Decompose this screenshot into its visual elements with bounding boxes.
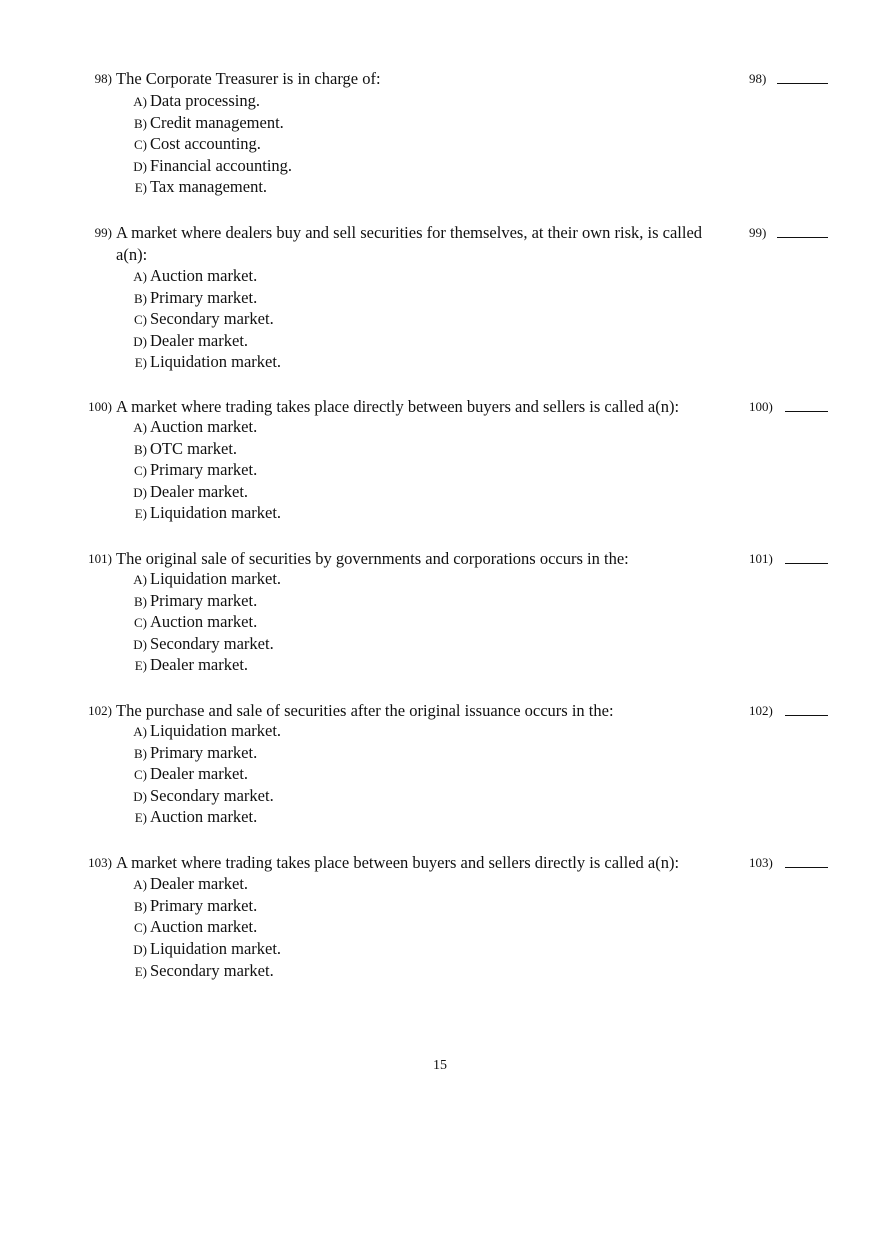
choice-e	[129, 806, 257, 828]
choice-text: Auction market.	[150, 917, 258, 936]
question-number: 102)	[88, 703, 112, 718]
choice-letter: B)	[134, 442, 147, 457]
choice-text: Primary market.	[150, 743, 258, 762]
choice-text: Auction market.	[150, 266, 258, 285]
choice-letter: A)	[133, 420, 147, 435]
choice-b	[129, 742, 257, 764]
choice-letter: C)	[134, 463, 147, 478]
choice-e	[129, 502, 281, 524]
choice-c	[129, 916, 257, 938]
choice-letter: B)	[134, 291, 147, 306]
choice-letter: A)	[133, 572, 147, 587]
choice-a	[129, 416, 257, 438]
answer-blank[interactable]	[785, 411, 828, 412]
choice-a	[129, 265, 257, 287]
choice-letter: A)	[133, 269, 147, 284]
question-number: 99)	[94, 225, 112, 240]
choice-text: Secondary market.	[150, 634, 274, 653]
answer-number-label: 98)	[749, 71, 767, 86]
choice-a	[129, 720, 281, 742]
choice-b	[129, 590, 257, 612]
choice-text: Primary market.	[150, 288, 258, 307]
choice-letter: D)	[133, 789, 147, 804]
question-number: 98)	[94, 71, 112, 86]
question-number: 101)	[88, 551, 112, 566]
choice-d	[129, 633, 274, 655]
choice-e	[129, 960, 274, 982]
choice-letter: E)	[134, 810, 147, 825]
choice-e	[129, 654, 248, 676]
choice-letter: E)	[134, 506, 147, 521]
question-text: A market where trading takes place directly between buyers and sellers is called a(n):	[116, 397, 680, 416]
choice-text: Liquidation market.	[150, 503, 282, 522]
question-number: 103)	[88, 855, 112, 870]
choice-letter: A)	[133, 877, 147, 892]
choice-letter: C)	[134, 767, 147, 782]
answer-number-label: 100)	[749, 399, 773, 414]
choice-text: Cost accounting.	[150, 134, 261, 153]
choice-letter: C)	[134, 137, 147, 152]
choice-text: Primary market.	[150, 591, 258, 610]
question-text: The purchase and sale of securities after the original issuance occurs in the:	[116, 701, 614, 720]
choice-text: Tax management.	[150, 177, 268, 196]
choice-text: Dealer market.	[150, 655, 249, 674]
choice-b	[129, 287, 257, 309]
choice-text: Secondary market.	[150, 961, 274, 980]
choice-text: Liquidation market.	[150, 939, 282, 958]
choice-text: Liquidation market.	[150, 569, 282, 588]
question-text: A market where trading takes place between buyers and sellers directly is called a(n):	[116, 853, 680, 872]
choice-letter: D)	[133, 637, 147, 652]
choice-letter: D)	[133, 485, 147, 500]
choice-letter: E)	[134, 180, 147, 195]
choice-a	[129, 873, 248, 895]
choice-text: Auction market.	[150, 417, 258, 436]
choice-text: Dealer market.	[150, 331, 249, 350]
question-text: The Corporate Treasurer is in charge of:	[116, 69, 381, 88]
choice-d	[129, 785, 274, 807]
choice-letter: B)	[134, 594, 147, 609]
choice-c	[129, 133, 261, 155]
question-text: A market where dealers buy and sell securities for themselves, at their own risk, is called a(n):	[116, 223, 703, 264]
answer-number-label: 103)	[749, 855, 773, 870]
answer-number-label: 99)	[749, 225, 767, 240]
answer-blank[interactable]	[777, 237, 828, 238]
choice-text: Secondary market.	[150, 786, 274, 805]
choice-text: Financial accounting.	[150, 156, 293, 175]
choice-text: Dealer market.	[150, 764, 249, 783]
choice-text: Credit management.	[150, 113, 284, 132]
choice-d	[129, 481, 248, 503]
answer-blank[interactable]	[785, 867, 828, 868]
choice-b	[129, 112, 284, 134]
answer-number-label: 102)	[749, 703, 773, 718]
choice-text: Primary market.	[150, 460, 258, 479]
choice-letter: C)	[134, 920, 147, 935]
choice-text: Primary market.	[150, 896, 258, 915]
choice-b	[129, 895, 257, 917]
answer-blank[interactable]	[785, 563, 828, 564]
answer-blank[interactable]	[777, 83, 828, 84]
answer-blank[interactable]	[785, 715, 828, 716]
choice-letter: B)	[134, 116, 147, 131]
choice-text: Liquidation market.	[150, 721, 282, 740]
page-number: 15	[433, 1058, 447, 1073]
answer-number-label: 101)	[749, 551, 773, 566]
choice-text: OTC market.	[150, 439, 238, 458]
choice-a	[129, 90, 260, 112]
choice-c	[129, 763, 248, 785]
choice-b	[129, 438, 237, 460]
choice-text: Liquidation market.	[150, 352, 282, 371]
choice-letter: C)	[134, 312, 147, 327]
question-number: 100)	[88, 399, 112, 414]
choice-letter: D)	[133, 159, 147, 174]
choice-letter: E)	[134, 964, 147, 979]
choice-letter: E)	[134, 658, 147, 673]
choice-e	[129, 176, 267, 198]
choice-d	[129, 938, 281, 960]
choice-c	[129, 459, 257, 481]
choice-e	[129, 351, 281, 373]
choice-d	[129, 330, 248, 352]
choice-text: Data processing.	[150, 91, 260, 110]
choice-c	[129, 611, 257, 633]
choice-text: Auction market.	[150, 807, 258, 826]
choice-text: Dealer market.	[150, 482, 249, 501]
choice-letter: E)	[134, 355, 147, 370]
choice-letter: C)	[134, 615, 147, 630]
choice-letter: B)	[134, 746, 147, 761]
choice-letter: A)	[133, 94, 147, 109]
choice-text: Auction market.	[150, 612, 258, 631]
choice-text: Dealer market.	[150, 874, 249, 893]
choice-text: Secondary market.	[150, 309, 274, 328]
choice-letter: B)	[134, 899, 147, 914]
choice-letter: A)	[133, 724, 147, 739]
choice-letter: D)	[133, 334, 147, 349]
choice-a	[129, 568, 281, 590]
choice-d	[129, 155, 292, 177]
question-text: The original sale of securities by governments and corporations occurs in the:	[116, 549, 629, 568]
choice-c	[129, 308, 274, 330]
choice-letter: D)	[133, 942, 147, 957]
